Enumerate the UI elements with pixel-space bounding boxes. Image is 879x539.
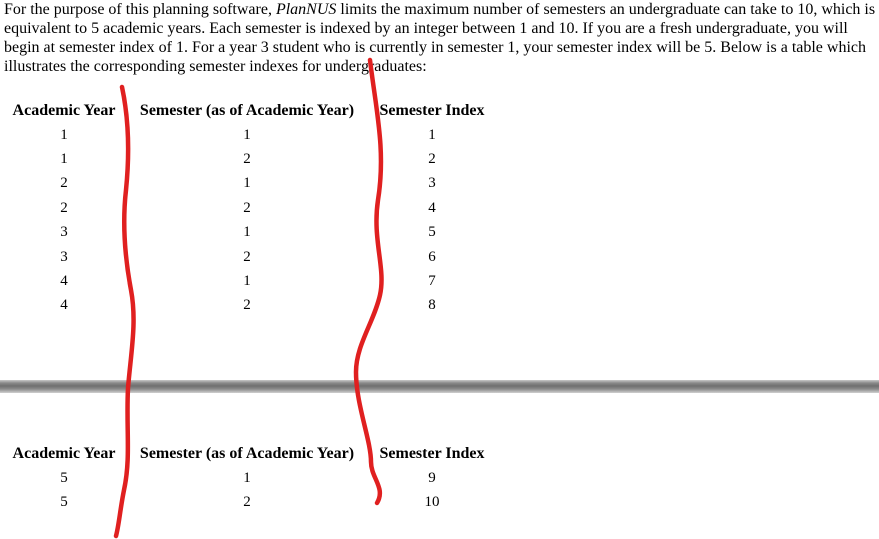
semester-table-bottom	[5, 442, 493, 515]
cell-semester-index: 2	[428, 151, 436, 168]
cell-semester: 2	[243, 151, 251, 168]
cell-academic-year: 4	[60, 273, 68, 290]
cell-academic-year: 1	[60, 126, 68, 143]
cell-semester: 2	[243, 199, 251, 216]
cell-semester: 2	[243, 248, 251, 265]
cell-academic-year: 2	[60, 199, 68, 216]
table-row	[5, 269, 493, 293]
cell-semester-index: 6	[428, 248, 436, 265]
table-header-row	[5, 442, 493, 466]
cell-academic-year: 3	[60, 248, 68, 265]
cell-academic-year: 5	[60, 494, 68, 511]
table-row	[5, 466, 493, 490]
cell-semester: 1	[243, 175, 251, 192]
table-row	[5, 221, 493, 245]
header-academic-year: Academic Year	[12, 445, 116, 462]
table-row	[5, 172, 493, 196]
cell-academic-year: 5	[60, 469, 68, 486]
cell-semester: 2	[243, 494, 251, 511]
cell-semester: 1	[243, 126, 251, 143]
cell-academic-year: 3	[60, 224, 68, 241]
app-name: PlanNUS	[275, 1, 337, 18]
cell-semester-index: 1	[428, 126, 436, 143]
header-semester-index: Semester Index	[379, 102, 485, 119]
intro-text-end: limits the maximum number of semesters an undergraduate can take to 10, which is equivalent to 5 academic years. Each semester is indexed by an integer between 1 and 10. If you are a fresh undergraduate, you will begin at semester index of 1. For a year 3 student who is currently in semester 1, your semester index will be 5. Below is a table which illustrates the corresponding semester indexes for undergraduates:	[4, 1, 876, 75]
cell-semester-index: 3	[428, 175, 436, 192]
intro-text-start: For the purpose of this planning software,	[4, 1, 276, 18]
page-break-divider	[0, 380, 879, 393]
cell-semester-index: 4	[428, 199, 436, 216]
intro-paragraph	[4, 0, 876, 76]
table-row	[5, 196, 493, 220]
cell-semester-index: 5	[428, 224, 436, 241]
cell-semester: 1	[243, 273, 251, 290]
header-semester-index: Semester Index	[379, 445, 485, 462]
header-semester: Semester (as of Academic Year)	[139, 445, 355, 462]
table-row	[5, 245, 493, 269]
table-row	[5, 147, 493, 171]
cell-semester-index: 10	[424, 494, 440, 511]
cell-semester-index: 7	[428, 273, 436, 290]
header-semester: Semester (as of Academic Year)	[139, 102, 355, 119]
cell-semester: 1	[243, 469, 251, 486]
table-row	[5, 490, 493, 514]
table-row	[5, 123, 493, 147]
cell-academic-year: 4	[60, 297, 68, 314]
cell-semester: 2	[243, 297, 251, 314]
cell-academic-year: 2	[60, 175, 68, 192]
cell-semester: 1	[243, 224, 251, 241]
header-academic-year: Academic Year	[12, 102, 116, 119]
table-header-row	[5, 99, 493, 123]
semester-table-top	[5, 99, 493, 318]
cell-semester-index: 9	[428, 469, 436, 486]
cell-academic-year: 1	[60, 151, 68, 168]
table-row	[5, 294, 493, 318]
cell-semester-index: 8	[428, 297, 436, 314]
